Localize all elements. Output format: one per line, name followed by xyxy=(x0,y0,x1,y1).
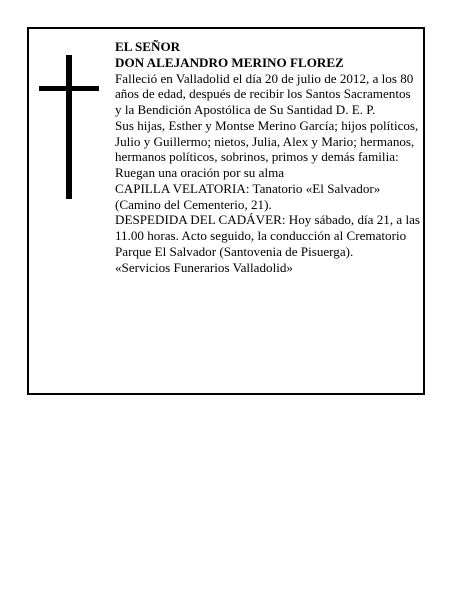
cross-vertical-bar xyxy=(66,55,72,199)
notice-paragraph-prayer: Ruegan una oración por su alma xyxy=(115,165,285,180)
notice-paragraph-family: Sus hijas, Esther y Montse Merino García; hijos políticos, Julio y Guillermo; nietos, Julia, Alex y Mario; hermanos, hermanos políticos, sobrinos, primos y demás familia: xyxy=(115,117,419,165)
notice-heading-title: EL SEÑOR xyxy=(115,39,181,54)
cross-horizontal-bar xyxy=(39,86,99,91)
notice-text xyxy=(115,39,420,275)
notice-heading-name: DON ALEJANDRO MERINO FLOREZ xyxy=(115,54,344,70)
notice-paragraph-death: Falleció en Valladolid el día 20 de julio de 2012, a los 80 años de edad, después de recibir los Santos Sacramentos y la Bendición Apostólica de Su Santidad D. E. P. xyxy=(115,70,414,117)
obituary-notice xyxy=(27,27,425,395)
notice-paragraph-chapel: CAPILLA VELATORIA: Tanatorio «El Salvador» (Camino del Cementerio, 21). xyxy=(115,180,381,212)
notice-paragraph-funeral-home: «Servicios Funerarios Valladolid» xyxy=(115,259,293,275)
notice-paragraph-farewell: DESPEDIDA DEL CADÁVER: Hoy sábado, día 21, a las 11.00 horas. Acto seguido, la conducción al Crematorio Parque El Salvador (Santovenia de Pisuerga). xyxy=(115,212,421,259)
cross-icon xyxy=(39,55,99,199)
